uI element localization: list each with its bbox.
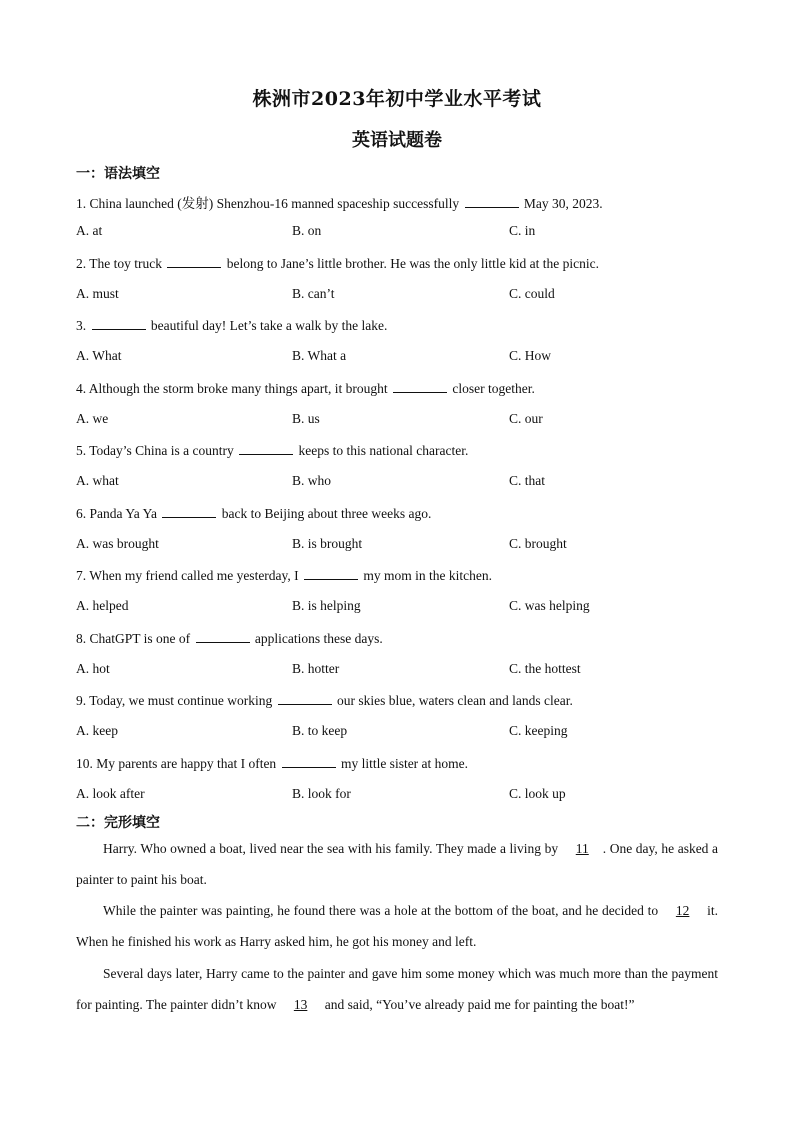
- option-c: C. the hottest: [509, 660, 581, 676]
- question-7: [76, 567, 492, 584]
- question-stem-post: my little sister at home.: [340, 755, 469, 771]
- option-b: B. can’t: [292, 285, 335, 301]
- answer-blank: [196, 630, 250, 643]
- cloze-paragraph-1: [76, 833, 718, 896]
- answer-blank: [465, 195, 519, 208]
- cloze-paragraph-3: [76, 958, 718, 1021]
- question-stem-pre: 6. Panda Ya Ya: [76, 505, 158, 521]
- option-c: C. How: [509, 348, 552, 363]
- passage-text: Several days later, Harry came to the painter and gave him some money which was much more than the payment for painting. The painter didn’t know: [76, 966, 718, 1013]
- question-stem-post: beautiful day! Let’s take a walk by the lake.: [150, 318, 388, 333]
- passage-text: Harry. Who owned a boat, lived near the sea with his family. They made a living by: [103, 841, 559, 856]
- section-heading-cloze: 二：完形填空: [76, 815, 160, 831]
- passage-text: and said, “You’ve already paid me for painting the boat!”: [324, 997, 635, 1013]
- cloze-blank-13: 13: [293, 997, 308, 1013]
- question-stem-pre: 4. Although the storm broke many things apart, it brought: [76, 380, 388, 396]
- passage-text: . One day, he asked a painter to paint his boat.: [76, 841, 719, 888]
- option-c: C. was helping: [509, 598, 590, 613]
- option-a: A. hot: [76, 660, 110, 676]
- option-c: C. in: [509, 223, 536, 238]
- exam-subtitle: 英语试题卷: [352, 130, 442, 151]
- question-stem-pre: 2. The toy truck: [76, 255, 162, 271]
- option-a: A. what: [76, 473, 119, 488]
- option-a: A. must: [76, 285, 119, 301]
- question-10: [76, 755, 468, 772]
- question-stem-pre: 10. My parents are happy that I often: [76, 755, 277, 771]
- option-b: B. who: [292, 473, 332, 488]
- option-a: A. was brought: [76, 535, 159, 551]
- question-8: [76, 630, 383, 647]
- cloze-paragraph-2: [76, 895, 718, 958]
- answer-blank: [167, 255, 221, 268]
- option-b: B. hotter: [292, 660, 340, 676]
- question-stem-pre: 3.: [76, 318, 87, 333]
- passage-text: it. When he finished his work as Harry asked him, he got his money and left.: [76, 903, 719, 950]
- option-c: C. our: [509, 410, 543, 426]
- option-b: B. What a: [292, 348, 347, 363]
- question-stem-pre: 8. ChatGPT is one of: [76, 630, 191, 646]
- question-stem-post: keeps to this national character.: [298, 443, 469, 458]
- question-stem-post: my mom in the kitchen.: [363, 568, 493, 583]
- answer-blank: [162, 505, 216, 518]
- question-3: [76, 317, 387, 334]
- option-c: C. that: [509, 473, 545, 488]
- answer-blank: [278, 692, 332, 705]
- option-a: A. we: [76, 410, 109, 426]
- option-b: B. is brought: [292, 535, 363, 551]
- answer-blank: [92, 317, 146, 330]
- question-stem-post: belong to Jane’s little brother. He was the only little kid at the picnic.: [226, 255, 600, 271]
- exam-title: 株洲市2023年初中学业水平考试: [252, 88, 542, 110]
- option-c: C. brought: [509, 535, 567, 551]
- question-stem-post: applications these days.: [254, 630, 383, 646]
- option-b: B. is helping: [292, 598, 361, 613]
- option-a: A. What: [76, 348, 122, 363]
- question-stem-pre: 7. When my friend called me yesterday, I: [76, 568, 299, 583]
- option-a: A. look after: [76, 785, 145, 801]
- question-stem-pre: 9. Today, we must continue working: [76, 693, 273, 708]
- question-stem-post: closer together.: [452, 380, 535, 396]
- cloze-blank-12: 12: [675, 903, 690, 918]
- answer-blank: [393, 380, 447, 393]
- question-stem-pre: 5. Today’s China is a country: [76, 443, 234, 458]
- option-b: B. on: [292, 223, 322, 238]
- question-4: [76, 380, 535, 397]
- option-b: B. to keep: [292, 723, 348, 738]
- option-c: C. keeping: [509, 723, 568, 738]
- question-9: [76, 692, 573, 709]
- question-stem-pre: 1. China launched (发射) Shenzhou-16 manned spaceship successfully: [76, 196, 460, 211]
- question-stem-post: May 30, 2023.: [523, 196, 603, 211]
- question-6: [76, 505, 431, 522]
- option-b: B. us: [292, 410, 320, 426]
- option-b: B. look for: [292, 785, 351, 801]
- question-2: [76, 255, 599, 272]
- option-c: C. could: [509, 285, 555, 301]
- question-stem-post: back to Beijing about three weeks ago.: [221, 505, 432, 521]
- question-5: [76, 442, 468, 459]
- question-stem-post: our skies blue, waters clean and lands clear.: [337, 693, 573, 708]
- cloze-blank-11: 11: [575, 841, 589, 856]
- answer-blank: [239, 442, 293, 455]
- section-heading-grammar: 一：语法填空: [76, 166, 160, 182]
- passage-text: While the painter was painting, he found there was a hole at the bottom of the boat, and he decided to: [103, 903, 659, 918]
- option-a: A. helped: [76, 598, 129, 613]
- answer-blank: [304, 567, 358, 580]
- option-a: A. at: [76, 223, 103, 238]
- option-a: A. keep: [76, 723, 118, 738]
- question-1: [76, 192, 603, 212]
- answer-blank: [282, 755, 336, 768]
- option-c: C. look up: [509, 785, 566, 801]
